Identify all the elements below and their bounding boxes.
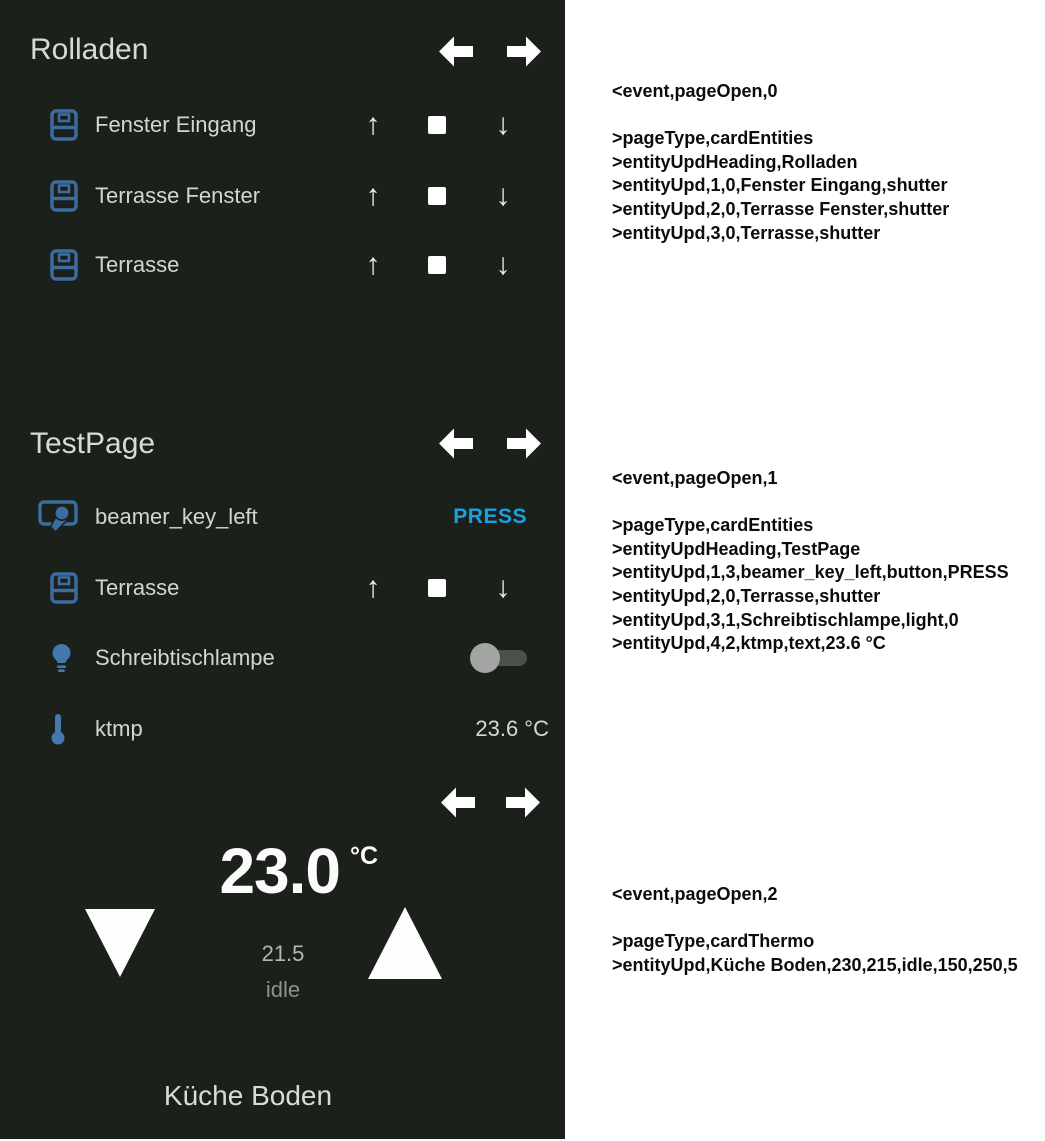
window-shutter-icon — [50, 572, 78, 604]
setpoint-temperature: 21.5 — [261, 941, 305, 966]
log-line: <event,pageOpen,1 — [612, 468, 778, 488]
window-shutter-icon — [50, 180, 78, 212]
toggle-knob — [470, 643, 500, 673]
log-line: >pageType,cardEntities — [612, 515, 814, 536]
nav-next-icon[interactable] — [507, 36, 541, 67]
shutter-stop-button[interactable] — [428, 256, 446, 274]
shutter-stop-button[interactable] — [428, 579, 446, 597]
entity-row — [0, 90, 565, 160]
log-line: >entityUpdHeading,TestPage — [612, 538, 861, 559]
log-block-page2 — [612, 883, 1042, 977]
log-line: <event,pageOpen,2 — [612, 884, 778, 904]
gesture-tap-button-icon — [38, 500, 78, 534]
log-line: >entityUpd,3,1,Schreibtischlampe,light,0 — [612, 609, 959, 630]
current-temperature: 23.0 — [219, 835, 340, 907]
temp-down-button[interactable] — [85, 909, 155, 977]
nav-next-icon[interactable] — [506, 787, 540, 818]
log-line: >entityUpd,2,0,Terrasse Fenster,shutter — [612, 198, 950, 219]
shutter-up-button[interactable]: ↑ — [365, 179, 381, 212]
log-block-page0 — [612, 80, 1042, 245]
log-line: >entityUpd,1,0,Fenster Eingang,shutter — [612, 175, 948, 196]
nav-next-icon[interactable] — [507, 428, 541, 459]
entity-value: 23.6 °C — [475, 716, 549, 741]
shutter-up-button[interactable]: ↑ — [365, 108, 381, 141]
entity-row — [0, 623, 565, 693]
hvac-state: idle — [265, 977, 301, 1002]
card-heading-rolladen: Rolladen — [30, 33, 149, 66]
card-heading-testpage: TestPage — [30, 427, 156, 460]
log-line: >entityUpd,3,0,Terrasse,shutter — [612, 222, 881, 243]
log-line — [612, 104, 1042, 128]
press-button[interactable]: PRESS — [453, 505, 527, 528]
log-line: >entityUpd,1,3,beamer_key_left,button,PRESS — [612, 562, 1009, 583]
thermometer-icon — [50, 713, 66, 745]
window-shutter-icon — [50, 249, 78, 281]
entity-label: Terrasse — [95, 252, 180, 277]
entity-row — [0, 553, 565, 623]
log-line: >entityUpdHeading,Rolladen — [612, 151, 858, 172]
light-toggle-switch[interactable] — [470, 643, 527, 673]
nav-prev-icon[interactable] — [441, 787, 475, 818]
shutter-stop-button[interactable] — [428, 116, 446, 134]
shutter-stop-button[interactable] — [428, 187, 446, 205]
thermostat-title: Küche Boden — [163, 1080, 333, 1111]
entity-label: Schreibtischlampe — [95, 645, 275, 670]
log-block-page1 — [612, 467, 1042, 656]
log-line: >entityUpd,2,0,Terrasse,shutter — [612, 585, 881, 606]
log-line: >pageType,cardEntities — [612, 128, 814, 149]
shutter-down-button[interactable]: ↓ — [495, 248, 511, 281]
entity-row — [0, 230, 565, 300]
log-line: >entityUpd,4,2,ktmp,text,23.6 °C — [612, 633, 886, 654]
entity-label: ktmp — [95, 716, 143, 741]
shutter-down-button[interactable]: ↓ — [495, 571, 511, 604]
entity-label: Terrasse Fenster — [95, 183, 261, 208]
shutter-down-button[interactable]: ↓ — [495, 108, 511, 141]
entity-label: beamer_key_left — [95, 504, 258, 529]
shutter-up-button[interactable]: ↑ — [365, 571, 381, 604]
nav-prev-icon[interactable] — [439, 428, 473, 459]
log-line — [612, 907, 1042, 931]
log-line — [612, 491, 1042, 515]
lightbulb-icon — [50, 643, 73, 673]
log-line: >pageType,cardThermo — [612, 931, 815, 952]
nav-prev-icon[interactable] — [439, 36, 473, 67]
log-line: >entityUpd,Küche Boden,230,215,idle,150,250,5 — [612, 954, 1018, 975]
shutter-down-button[interactable]: ↓ — [495, 179, 511, 212]
entity-row — [0, 694, 565, 764]
entity-label: Fenster Eingang — [95, 112, 257, 137]
shutter-up-button[interactable]: ↑ — [365, 248, 381, 281]
entity-row — [0, 482, 565, 552]
entity-label: Terrasse — [95, 575, 180, 600]
log-line: <event,pageOpen,0 — [612, 81, 778, 101]
window-shutter-icon — [50, 109, 78, 141]
entity-row — [0, 161, 565, 231]
temperature-unit: °C — [350, 842, 379, 870]
